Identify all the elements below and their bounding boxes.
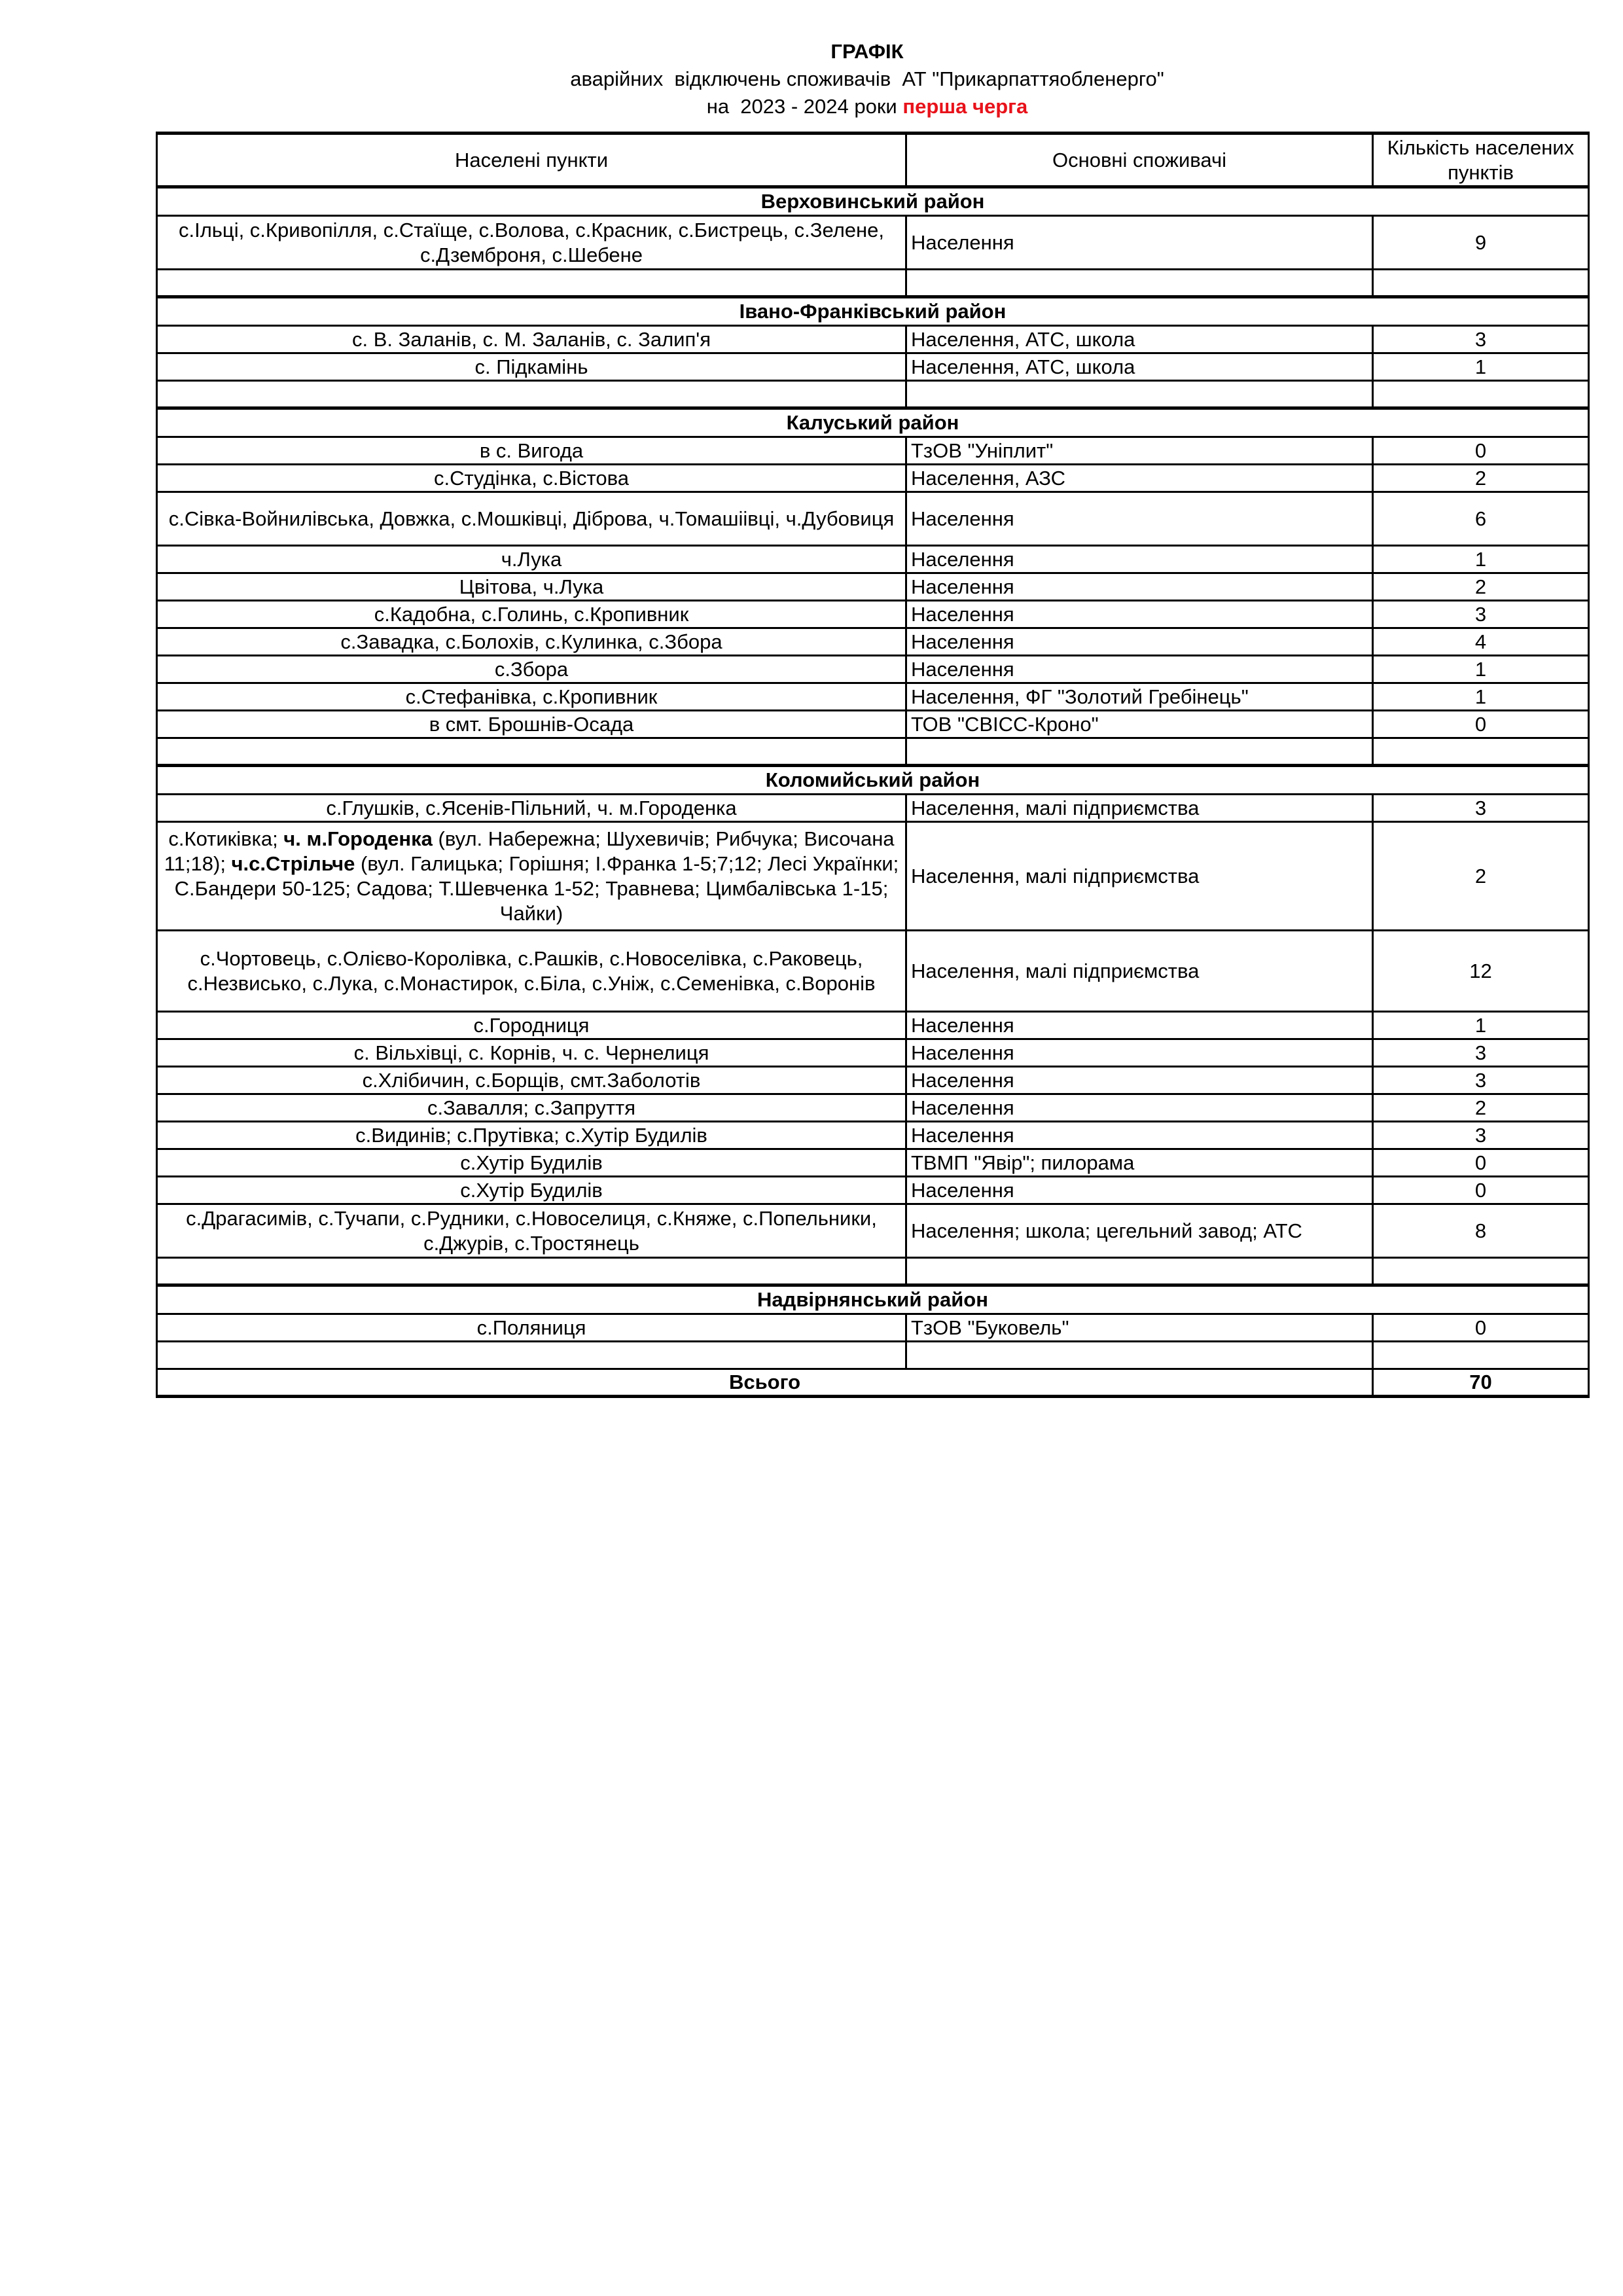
count-cell: 3 (1373, 1067, 1589, 1094)
settlements-cell: в с. Вигода (157, 437, 906, 465)
settlements-cell: с.Завалля; с.Запруття (157, 1094, 906, 1122)
table-row (157, 931, 1589, 1012)
settlements-cell: Цвітова, ч.Лука (157, 573, 906, 601)
document-subtitle: аварійних відключень споживачів АТ "Прикарпаттяобленерго" (570, 67, 1164, 90)
settlements-cell: с.Збора (157, 656, 906, 683)
table-row (157, 1094, 1589, 1122)
document-title: ГРАФІК (830, 40, 904, 63)
count-cell: 1 (1373, 353, 1589, 381)
consumers-cell: Населення, АТС, школа (906, 326, 1373, 353)
table-row (157, 492, 1589, 546)
col-header-settlements: Населені пункти (157, 134, 906, 187)
total-value: 70 (1373, 1369, 1589, 1397)
count-cell: 1 (1373, 656, 1589, 683)
settlements-cell: с.Хутір Будилів (157, 1177, 906, 1204)
empty-row (157, 381, 1589, 408)
count-cell: 3 (1373, 601, 1589, 628)
count-cell: 0 (1373, 1314, 1589, 1342)
table-row (157, 795, 1589, 822)
count-cell: 2 (1373, 573, 1589, 601)
count-cell: 3 (1373, 1039, 1589, 1067)
consumers-cell: Населення (906, 1094, 1373, 1122)
settlements-cell: с.Завадка, с.Болохів, с.Кулинка, с.Збора (157, 628, 906, 656)
consumers-cell: Населення, малі підприємства (906, 931, 1373, 1012)
settlements-cell: с.Студінка, с.Вістова (157, 465, 906, 492)
table-row (157, 656, 1589, 683)
district-name: Надвірнянський район (157, 1285, 1589, 1314)
consumers-cell: Населення, АЗС (906, 465, 1373, 492)
table-row (157, 437, 1589, 465)
consumers-cell: Населення (906, 573, 1373, 601)
consumers-cell: Населення (906, 1012, 1373, 1039)
district-name: Верховинський район (157, 187, 1589, 216)
count-cell: 1 (1373, 1012, 1589, 1039)
consumers-cell: Населення (906, 1067, 1373, 1094)
count-cell: 2 (1373, 822, 1589, 931)
table-row (157, 683, 1589, 711)
table-row (157, 1149, 1589, 1177)
empty-row (157, 1342, 1589, 1369)
total-label: Всього (157, 1369, 1373, 1397)
consumers-cell: ТОВ "СВІСС-Кроно" (906, 711, 1373, 738)
count-cell: 1 (1373, 546, 1589, 573)
table-row (157, 1122, 1589, 1149)
period-highlight: перша черга (902, 95, 1028, 118)
table-row (157, 1012, 1589, 1039)
consumers-cell: Населення (906, 628, 1373, 656)
count-cell: 6 (1373, 492, 1589, 546)
table-row (157, 601, 1589, 628)
consumers-cell: ТзОВ "Буковель" (906, 1314, 1373, 1342)
consumers-cell: Населення (906, 656, 1373, 683)
consumers-cell: Населення, ФГ "Золотий Гребінець" (906, 683, 1373, 711)
table-row (157, 465, 1589, 492)
table-row (157, 546, 1589, 573)
table-row (157, 326, 1589, 353)
settlements-cell: с.Стефанівка, с.Кропивник (157, 683, 906, 711)
consumers-cell: Населення (906, 216, 1373, 270)
settlement-text: с.Котиківка; (168, 827, 284, 850)
empty-row (157, 1258, 1589, 1285)
table-row (157, 1067, 1589, 1094)
period-prefix: на 2023 - 2024 роки (706, 95, 903, 118)
table-row (157, 353, 1589, 381)
district-name: Коломийський район (157, 766, 1589, 795)
consumers-cell: Населення; школа; цегельний завод; АТС (906, 1204, 1373, 1258)
settlements-cell: с. В. Заланів, с. М. Заланів, с. Залип'я (157, 326, 906, 353)
settlement-highlight: ч. м.Городенка (283, 827, 433, 850)
settlements-cell: с. Вільхівці, с. Корнів, ч. с. Чернелиця (157, 1039, 906, 1067)
district-row (157, 297, 1589, 326)
district-name: Калуський район (157, 408, 1589, 437)
empty-row (157, 738, 1589, 766)
settlement-highlight: ч.с.Стрільче (231, 852, 355, 875)
count-cell: 3 (1373, 795, 1589, 822)
district-row (157, 408, 1589, 437)
document-header (0, 38, 1623, 120)
settlements-cell: с.Сівка-Войнилівська, Довжка, с.Мошківці, Діброва, ч.Томашіівці, ч.Дубовиця (157, 492, 906, 546)
settlements-cell: с.Драгасимів, с.Тучапи, с.Рудники, с.Новоселиця, с.Княже, с.Попельники, с.Джурів, с.Тростянець (157, 1204, 906, 1258)
district-row (157, 187, 1589, 216)
table-row (157, 1039, 1589, 1067)
table-row (157, 216, 1589, 270)
settlements-cell: с.Поляниця (157, 1314, 906, 1342)
settlements-cell (157, 822, 906, 931)
consumers-cell: Населення (906, 1039, 1373, 1067)
count-cell: 3 (1373, 326, 1589, 353)
count-cell: 2 (1373, 1094, 1589, 1122)
settlements-cell: с.Видинів; с.Прутівка; с.Хутір Будилів (157, 1122, 906, 1149)
count-cell: 8 (1373, 1204, 1589, 1258)
table-row (157, 1204, 1589, 1258)
consumers-cell: Населення (906, 546, 1373, 573)
settlement-text: (вул. Галицька; Горішня; І.Франка 1-5;7;12; Лесі Українки; С.Бандери 50-125; Садова; Т.Шевченка 1-52; Травнева; Цимбалівська 1-15; Чайки) (174, 852, 899, 925)
settlements-cell: с. Підкамінь (157, 353, 906, 381)
district-row (157, 1285, 1589, 1314)
count-cell: 0 (1373, 1177, 1589, 1204)
col-header-consumers: Основні споживачі (906, 134, 1373, 187)
table-row (157, 822, 1589, 931)
settlements-cell: с.Ільці, с.Кривопілля, с.Стаїще, с.Волова, с.Красник, с.Бистрець, с.Зелене, с.Дземброня, с.Шебене (157, 216, 906, 270)
consumers-cell: Населення (906, 1122, 1373, 1149)
consumers-cell: Населення, малі підприємства (906, 795, 1373, 822)
district-name: Івано-Франківський район (157, 297, 1589, 326)
consumers-cell: ТзОВ "Уніплит" (906, 437, 1373, 465)
count-cell: 2 (1373, 465, 1589, 492)
settlements-cell: ч.Лука (157, 546, 906, 573)
table-row (157, 1177, 1589, 1204)
consumers-cell: Населення (906, 601, 1373, 628)
count-cell: 9 (1373, 216, 1589, 270)
district-row (157, 766, 1589, 795)
table-header-row (157, 134, 1589, 187)
count-cell: 4 (1373, 628, 1589, 656)
consumers-cell: ТВМП "Явір"; пилорама (906, 1149, 1373, 1177)
empty-row (157, 270, 1589, 297)
consumers-cell: Населення, малі підприємства (906, 822, 1373, 931)
settlements-cell: с.Хлібичин, с.Борщів, смт.Заболотів (157, 1067, 906, 1094)
settlements-cell: с.Глушків, с.Ясенів-Пільний, ч. м.Городенка (157, 795, 906, 822)
settlements-cell: с.Чортовець, с.Олієво-Королівка, с.Рашків, с.Новоселівка, с.Раковець, с.Незвисько, с.Лука, с.Монастирок, с.Біла, с.Уніж, с.Семенівка, с.Воронів (157, 931, 906, 1012)
table-row (157, 573, 1589, 601)
consumers-cell: Населення (906, 1177, 1373, 1204)
count-cell: 12 (1373, 931, 1589, 1012)
count-cell: 0 (1373, 711, 1589, 738)
settlement-text: (вул. Набережна; Шухевичів; Рибчука; Височана 11;18); (164, 827, 895, 875)
consumers-cell: Населення (906, 492, 1373, 546)
col-header-count: Кількість населених пунктів (1373, 134, 1589, 187)
count-cell: 1 (1373, 683, 1589, 711)
document-period (0, 93, 1623, 120)
settlements-cell: с.Хутір Будилів (157, 1149, 906, 1177)
total-row (157, 1369, 1589, 1397)
table-row (157, 711, 1589, 738)
consumers-cell: Населення, АТС, школа (906, 353, 1373, 381)
schedule-table (156, 132, 1590, 1398)
table-row (157, 628, 1589, 656)
settlements-cell: в смт. Брошнів-Осада (157, 711, 906, 738)
settlements-cell: с.Городниця (157, 1012, 906, 1039)
count-cell: 0 (1373, 1149, 1589, 1177)
count-cell: 0 (1373, 437, 1589, 465)
count-cell: 3 (1373, 1122, 1589, 1149)
table-row (157, 1314, 1589, 1342)
settlements-cell: с.Кадобна, с.Голинь, с.Кропивник (157, 601, 906, 628)
